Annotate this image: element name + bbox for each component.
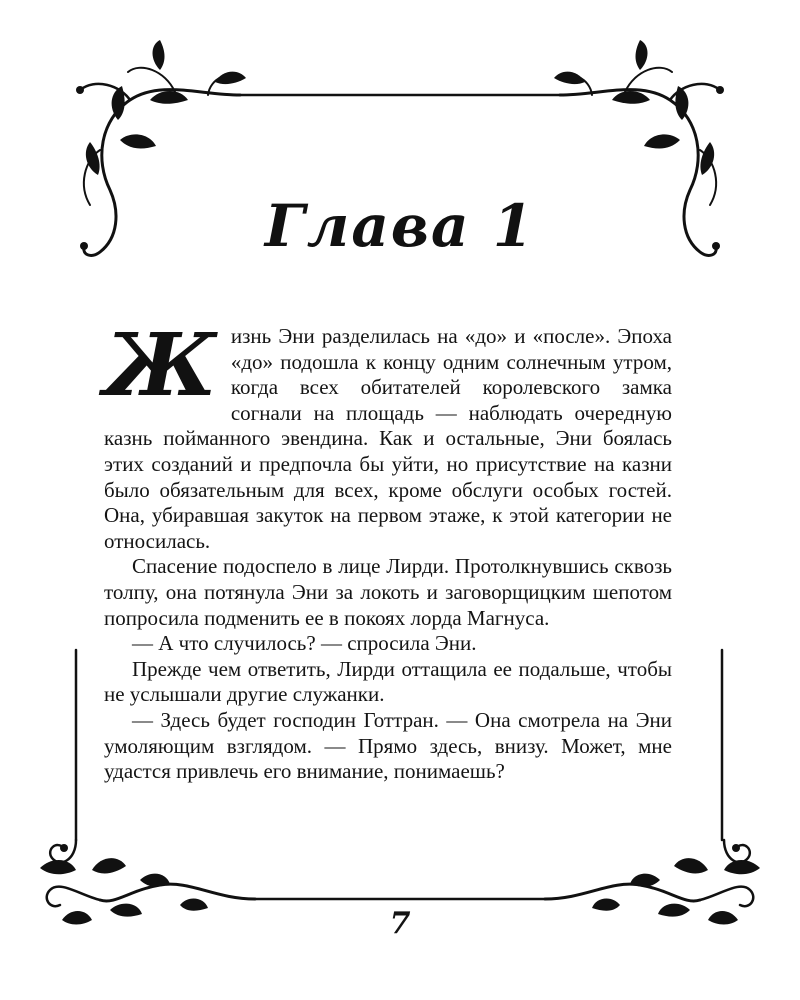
page-number: 7 (389, 906, 411, 941)
corner-flourish-bottom-right (545, 840, 760, 925)
corner-flourish-bottom-left (40, 840, 255, 925)
paragraph-5: — Здесь будет господин Готтран. — Она смотрела на Эни умоляющим взглядом. — Прямо здесь, внизу. Может, мне удастся привлечь его внимание, понимаешь? (104, 707, 672, 784)
paragraph-3: — А что случилось? — спросила Эни. (132, 631, 477, 656)
paragraph-4: Прежде чем ответить, Лирди оттащила ее подальше, чтобы не услышали другие служанки. (104, 656, 672, 707)
paragraph-1-text: изнь Эни разделилась на «до» и «после». Эпоха «до» подошла к концу одним солнечным утром, когда всех обитателей королевского замка согнали на площадь — наблюдать очередную казнь пойманного эвендина. Как и остальные, Эни боялась этих созданий и предпочла бы уйти, но присутствие на казни было обязательным для всех, кроме обслуги особых гостей. Она, убиравшая закуток на первом этаже, к этой категории не относилась. (104, 324, 672, 553)
chapter-title: Глава 1 (264, 192, 536, 260)
paragraph-1 (104, 315, 672, 554)
drop-cap: Ж (104, 315, 217, 416)
body-text (104, 315, 672, 785)
paragraph-2: Спасение подоспело в лице Лирди. Протолкнувшись сквозь толпу, она потянула Эни за локоть и заговорщицким шепотом попросила подменить ее в покоях лорда Магнуса. (104, 554, 672, 630)
